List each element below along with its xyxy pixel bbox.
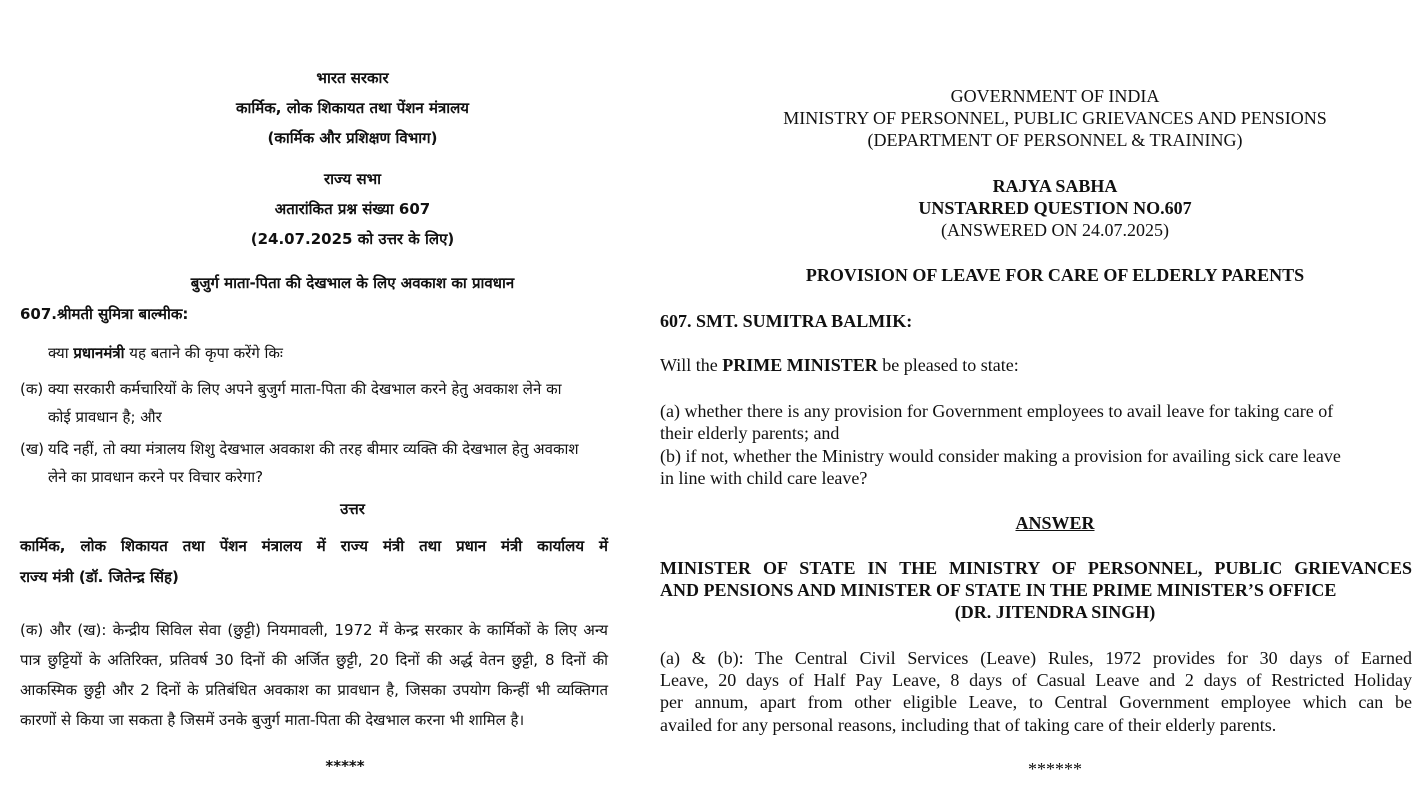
english-answer-heading: ANSWER: [1015, 513, 1095, 533]
english-answer-line-3: per annum, apart from other eligible Leave, to Central Government employee which can be: [660, 692, 1412, 712]
hindi-header-line-2: कार्मिक, लोक शिकायत तथा पेंशन मंत्रालय: [236, 99, 469, 117]
english-q-a-line-1: (a) whether there is any provision for Government employees to avail leave for taking care of: [660, 401, 1334, 421]
english-minister-line-3: (DR. JITENDRA SINGH): [954, 602, 1156, 622]
hindi-house: राज्य सभा: [323, 170, 382, 188]
hindi-answer-line-4: कारणों से किया जा सकता है जिसमें उनके बुजुर्ग माता-पिता की देखभाल करना भी शामिल है।: [20, 711, 525, 729]
english-question-number: UNSTARRED QUESTION NO.607: [918, 198, 1192, 218]
hindi-minister-line-2: राज्य मंत्री (डॉ. जितेन्द्र सिंह): [20, 568, 179, 586]
hindi-header-line-3: (कार्मिक और प्रशिक्षण विभाग): [267, 129, 438, 147]
hindi-intro-bold: प्रधानमंत्री: [73, 344, 125, 362]
english-house: RAJYA SABHA: [992, 176, 1118, 196]
hindi-subject: बुजुर्ग माता-पिता की देखभाल के लिए अवकाश का प्रावधान: [190, 274, 515, 292]
english-subject: PROVISION OF LEAVE FOR CARE OF ELDERLY PARENTS: [805, 265, 1305, 285]
english-header-line-2: MINISTRY OF PERSONNEL, PUBLIC GRIEVANCES AND PENSIONS: [783, 108, 1327, 128]
hindi-question-number: अतारांकित प्रश्न संख्या 607: [274, 200, 431, 218]
english-document: [660, 0, 1420, 800]
english-header-line-1: GOVERNMENT OF INDIA: [950, 86, 1160, 106]
hindi-intro: [48, 345, 283, 362]
hindi-answer-heading: उत्तर: [340, 500, 365, 518]
english-member: 607. SMT. SUMITRA BALMIK:: [660, 311, 913, 331]
hindi-intro-post: यह बताने की कृपा करेंगे किः: [124, 344, 283, 362]
english-intro: [660, 355, 1019, 376]
hindi-q-a-line-2: कोई प्रावधान है; और: [48, 408, 162, 426]
hindi-answer-line-2: पात्र छुट्टियों के अतिरिक्त, प्रतिवर्ष 30 दिनों की अर्जित छुट्टी, 20 दिनों की अर्द्ध वेतन छुट्टी, 8 दिनों की: [20, 651, 608, 669]
english-intro-pre: Will the: [660, 355, 723, 375]
english-answer-line-2: Leave, 20 days of Half Pay Leave, 8 days of Casual Leave and 2 days of Restricted Holiday: [660, 670, 1412, 690]
english-q-b-line-1: (b) if not, whether the Ministry would consider making a provision for availing sick care leave: [660, 446, 1341, 466]
hindi-intro-pre: क्या: [48, 344, 74, 362]
english-intro-post: be pleased to state:: [877, 355, 1019, 375]
english-answer-line-1: (a) & (b): The Central Civil Services (Leave) Rules, 1972 provides for 30 days of Earned: [660, 648, 1412, 668]
hindi-member: 607.श्रीमती सुमित्रा बाल्मीक:: [20, 305, 189, 323]
hindi-end-mark: *****: [325, 757, 365, 775]
hindi-q-b-label: (ख): [20, 440, 44, 458]
hindi-answer-line-3: आकस्मिक छुट्टी और 2 दिनों के प्रतिबंधित अवकाश का प्रावधान है, जिसका उपयोग किन्हीं भी व्यक्तिगत: [20, 681, 608, 699]
english-end-mark: ******: [1028, 759, 1082, 779]
hindi-document: [0, 0, 705, 800]
english-q-b-line-2: in line with child care leave?: [660, 468, 868, 488]
english-q-a-line-2: their elderly parents; and: [660, 423, 840, 443]
hindi-q-b-line-2: लेने का प्रावधान करने पर विचार करेगा?: [48, 468, 264, 486]
hindi-answer-date: (24.07.2025 को उत्तर के लिए): [250, 230, 455, 248]
english-minister-line-2: AND PENSIONS AND MINISTER OF STATE IN THE PRIME MINISTER’S OFFICE: [660, 580, 1337, 600]
hindi-minister-line-1: कार्मिक, लोक शिकायत तथा पेंशन मंत्रालय में राज्य मंत्री तथा प्रधान मंत्री कार्यालय में: [20, 537, 608, 555]
hindi-header-line-1: भारत सरकार: [316, 69, 389, 87]
english-answer-date: (ANSWERED ON 24.07.2025): [941, 220, 1169, 240]
english-answer-line-4: availed for any personal reasons, including that of taking care of their elderly parents.: [660, 715, 1277, 735]
hindi-answer-line-1: (क) और (ख): केन्द्रीय सिविल सेवा (छुट्टी) नियमावली, 1972 में केन्द्र सरकार के कार्मिकों के लिए अन्य: [20, 621, 608, 639]
hindi-q-a-label: (क): [20, 380, 44, 398]
english-minister-line-1: MINISTER OF STATE IN THE MINISTRY OF PERSONNEL, PUBLIC GRIEVANCES: [660, 558, 1412, 578]
hindi-q-a-line-1: क्या सरकारी कर्मचारियों के लिए अपने बुजुर्ग माता-पिता की देखभाल करने हेतु अवकाश लेने का: [48, 380, 562, 398]
english-header-line-3: (DEPARTMENT OF PERSONNEL & TRAINING): [867, 130, 1243, 150]
english-intro-bold: PRIME MINISTER: [722, 355, 878, 375]
hindi-q-b-line-1: यदि नहीं, तो क्या मंत्रालय शिशु देखभाल अवकाश की तरह बीमार व्यक्ति की देखभाल हेतु अवकाश: [48, 440, 579, 458]
